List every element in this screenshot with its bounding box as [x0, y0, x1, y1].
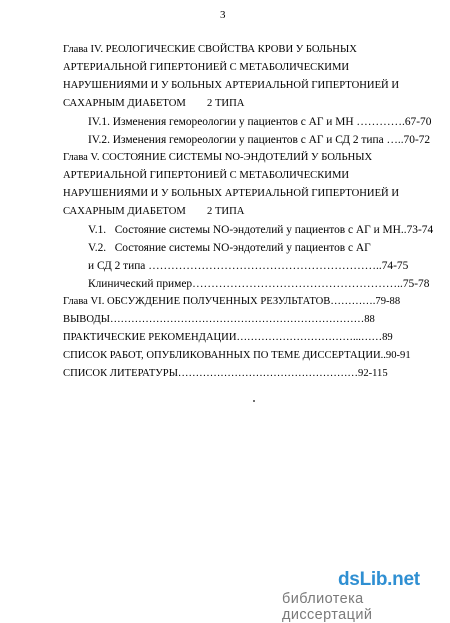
- chapter-4-title-line-1: Глава IV. РЕОЛОГИЧЕСКИЕ СВОЙСТВА КРОВИ У БОЛЬНЫХ: [63, 44, 357, 55]
- chapter-5-title-line-1: Глава V. СОСТОЯНИЕ СИСТЕМЫ NO-ЭНДОТЕЛИЙ У БОЛЬНЫХ: [63, 152, 373, 163]
- publications-entry: СПИСОК РАБОТ, ОПУБЛИКОВАННЫХ ПО ТЕМЕ ДИССЕРТАЦИИ..90-91: [63, 350, 411, 361]
- chapter-5-title-line-2: АРТЕРИАЛЬНОЙ ГИПЕРТОНИЕЙ С МЕТАБОЛИЧЕСКИМИ: [63, 170, 350, 181]
- watermark-subtitle: библиотека диссертаций: [282, 591, 373, 623]
- toc-entry-4-1: IV.1. Изменения гемореологии у пациентов с АГ и МН ………….67-70: [88, 116, 432, 128]
- literature-entry: СПИСОК ЛИТЕРАТУРЫ……………………………………………92-115: [63, 368, 388, 379]
- conclusions-entry: ВЫВОДЫ………………………………………………………………88: [63, 314, 375, 325]
- chapter-5-title-line-3: НАРУШЕНИЯМИ И У БОЛЬНЫХ АРТЕРИАЛЬНОЙ ГИПЕРТОНИЕЙ И: [63, 188, 400, 199]
- stray-mark: [253, 400, 255, 402]
- chapter-4-title-line-2: АРТЕРИАЛЬНОЙ ГИПЕРТОНИЕЙ С МЕТАБОЛИЧЕСКИМИ: [63, 62, 350, 73]
- toc-entry-clinical-example: Клинический пример………………………………………………..75-78: [88, 278, 430, 290]
- toc-entry-4-2: IV.2. Изменения гемореологии у пациентов с АГ и СД 2 типа …..70-72: [88, 134, 431, 146]
- toc-entry-5-1: V.1. Состояние системы NO-эндотелий у пациентов с АГ и МН..73-74: [88, 224, 434, 236]
- toc-entry-5-2-line-1: V.2. Состояние системы NO-эндотелий у пациентов с АГ: [88, 242, 371, 254]
- chapter-4-title-line-4: САХАРНЫМ ДИАБЕТОМ 2 ТИПА: [63, 98, 245, 109]
- watermark-logo: dsLib.net: [338, 569, 420, 590]
- page-number: 3: [220, 9, 226, 21]
- toc-entry-5-2-line-2: и СД 2 типа ……………………………………………………..74-75: [88, 260, 409, 272]
- chapter-4-title-line-3: НАРУШЕНИЯМИ И У БОЛЬНЫХ АРТЕРИАЛЬНОЙ ГИПЕРТОНИЕЙ И: [63, 80, 400, 91]
- chapter-6-entry: Глава VI. ОБСУЖДЕНИЕ ПОЛУЧЕННЫХ РЕЗУЛЬТАТОВ………….79-88: [63, 296, 401, 307]
- recommendations-entry: ПРАКТИЧЕСКИЕ РЕКОМЕНДАЦИИ……………………………...……89: [63, 332, 393, 343]
- chapter-5-title-line-4: САХАРНЫМ ДИАБЕТОМ 2 ТИПА: [63, 206, 245, 217]
